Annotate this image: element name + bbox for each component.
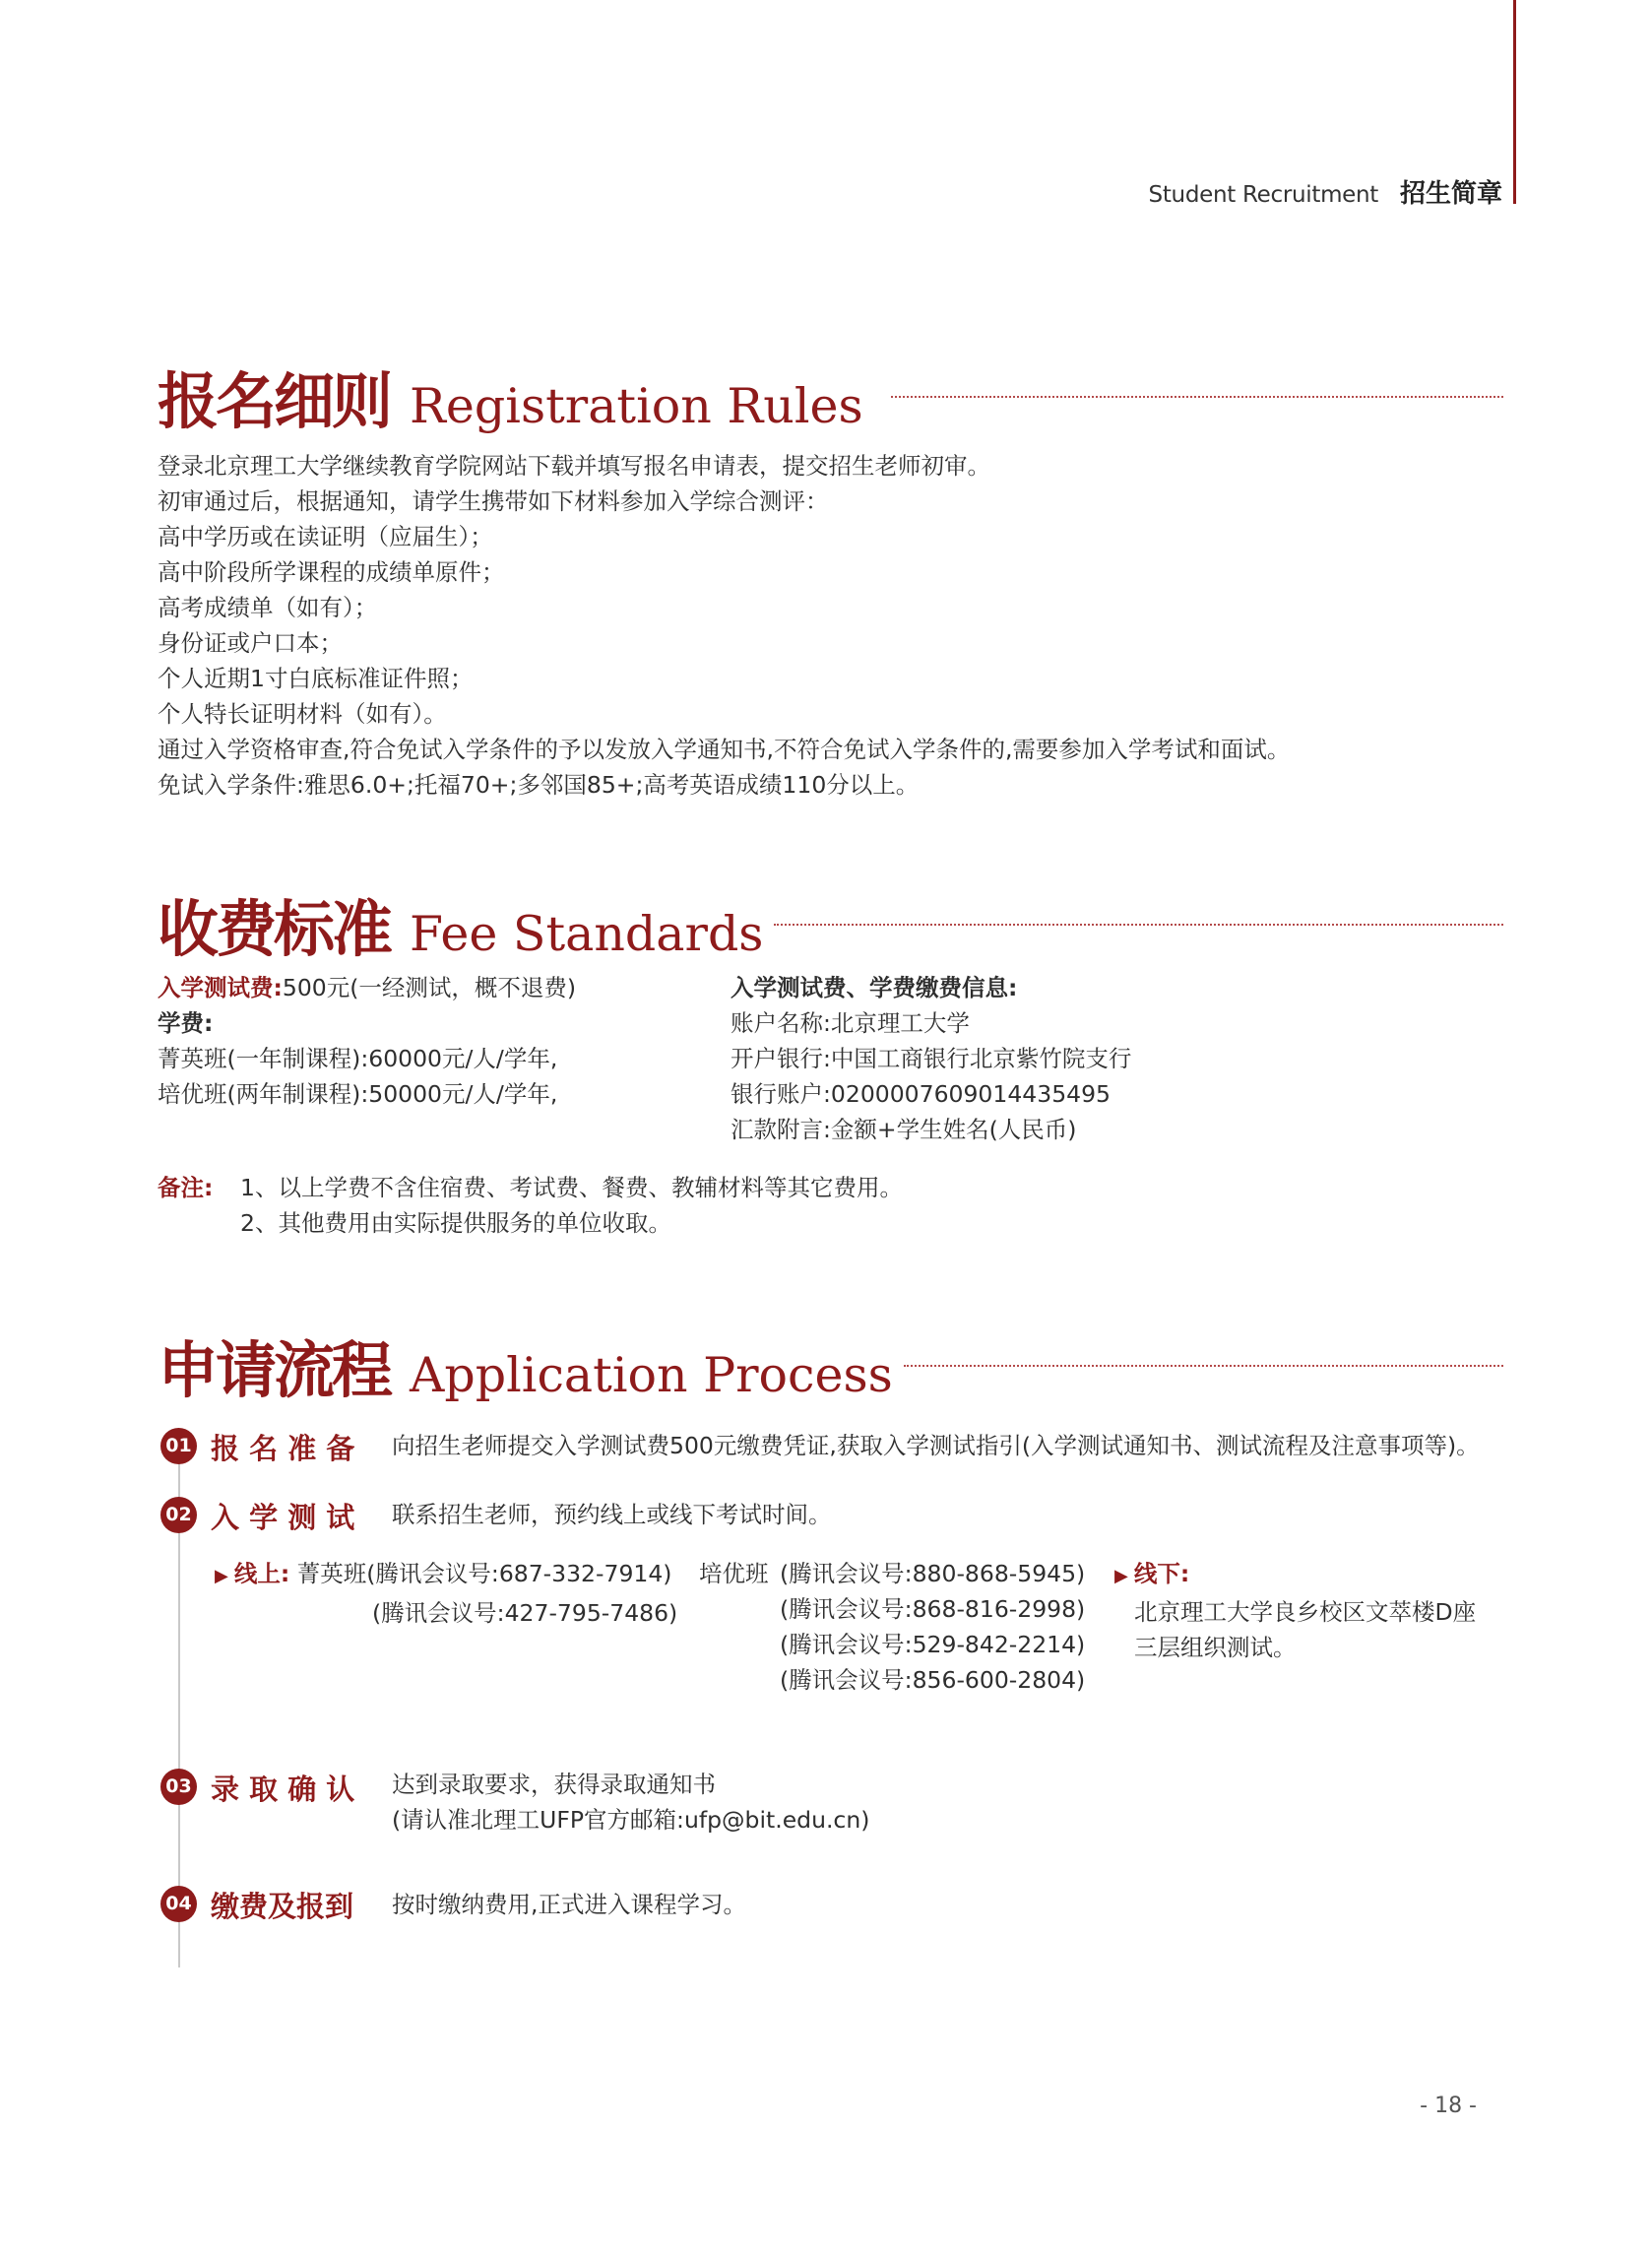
online-label: 线上: [233,1560,290,1587]
registration-title [158,353,863,440]
registration-line: 高中学历或在读证明（应届生）； [158,523,493,550]
triangle-right-icon: ▶ [215,1566,228,1586]
step-number-badge: 01 [160,1428,197,1464]
elite-label: 菁英班 [296,1560,367,1587]
process-title-cn: 申请流程 [158,1334,391,1406]
registration-line: 登录北京理工大学继续教育学院网站下载并填写报名申请表，提交招生老师初审。 [158,452,990,480]
test-fee-row [158,970,576,1005]
step-desc: 向招生老师提交入学测试费500元缴费凭证,获取入学测试指引(入学测试通知书、测试流程及注意事项等)。 [392,1432,1480,1459]
header-accent-line [1513,0,1516,204]
elite-meeting: (腾讯会议号:427-795-7486) [372,1599,678,1627]
advanced-meeting: (腾讯会议号:868-816-2998) [780,1595,1086,1623]
fees-title-cn: 收费标准 [158,893,391,965]
step-desc [392,1767,869,1838]
registration-body [158,448,1290,803]
page-number: - 18 - [1420,2094,1477,2118]
advanced-meetings [780,1556,1085,1698]
note-row [158,1170,903,1205]
registration-line: 初审通过后，根据通知，请学生携带如下材料参加入学综合测评： [158,487,829,515]
test-fee-value: 500元(一经测试，概不退费) [282,974,577,1001]
step-title: 缴费及报到 [211,1890,354,1923]
step-title: 入 学 测 试 [211,1501,355,1534]
step-number-badge: 03 [160,1769,197,1805]
payment-line: 账户名称:北京理工大学 [731,1009,970,1037]
offline-label: 线下: [1133,1560,1190,1587]
payment-line: 汇款附言:金额+学生姓名(人民币) [731,1116,1077,1143]
step-desc: 按时缴纳费用,正式进入课程学习。 [392,1891,746,1918]
payment-label: 入学测试费、学费缴费信息: [731,974,1018,1001]
tuition-line: 菁英班(一年制课程):60000元/人/学年, [158,1045,558,1072]
registration-line: 身份证或户口本； [158,629,343,657]
registration-line: 免试入学条件:雅思6.0+;托福70+;多邻国85+;高考英语成绩110分以上。 [158,771,920,799]
note-label: 备注: [158,1174,214,1201]
offline-heading [1114,1556,1476,1594]
test-fee-label: 入学测试费: [158,974,283,1001]
step-desc-line: 达到录取要求，获得录取通知书 [392,1771,716,1798]
registration-line: 高中阶段所学课程的成绩单原件； [158,558,505,586]
step-number-badge: 02 [160,1497,197,1533]
fees-title [158,880,763,968]
registration-divider [891,396,1503,398]
step-title: 报 名 准 备 [211,1432,355,1465]
header-en: Student Recruitment [1148,182,1379,208]
elite-meeting: (腾讯会议号:687-332-7914) [366,1560,672,1587]
fees-notes [158,1170,903,1241]
registration-line: 通过入学资格审查,符合免试入学条件的予以发放入学通知书,不符合免试入学条件的,需要参加入学考试和面试。 [158,736,1291,763]
registration-title-en: Registration Rules [410,378,863,434]
registration-line: 个人特长证明材料（如有）。 [158,700,447,728]
header-cn: 招生简章 [1399,179,1502,209]
process-divider [904,1365,1503,1367]
offline-line: 北京理工大学良乡校区文萃楼D座 [1134,1598,1477,1626]
advanced-meeting: (腾讯会议号:856-600-2804) [780,1666,1086,1694]
step-number-badge: 04 [160,1886,197,1922]
offline-block [1114,1556,1476,1665]
advanced-label: 培优班 [699,1560,769,1587]
advanced-meeting: (腾讯会议号:529-842-2214) [780,1631,1086,1658]
advanced-meeting: (腾讯会议号:880-868-5945) [780,1560,1086,1587]
registration-title-cn: 报名细则 [158,365,391,437]
fees-left-column [158,970,576,1112]
fees-title-en: Fee Standards [410,906,764,962]
registration-line: 高考成绩单（如有）； [158,594,378,621]
step-desc-line: (请认准北理工UFP官方邮箱:ufp@bit.edu.cn) [392,1806,870,1834]
online-elite [215,1556,671,1594]
tuition-line: 培优班(两年制课程):50000元/人/学年, [158,1080,558,1108]
note-line: 1、以上学费不含住宿费、考试费、餐费、教辅材料等其它费用。 [240,1174,903,1201]
page-header [1149,173,1502,210]
note-line: 2、其他费用由实际提供服务的单位收取。 [240,1209,671,1237]
fees-divider [774,924,1503,926]
triangle-right-icon: ▶ [1114,1566,1128,1586]
fees-right-column [731,970,1131,1147]
tuition-label: 学费: [158,1009,214,1037]
process-title-en: Application Process [410,1347,893,1403]
payment-line: 开户银行:中国工商银行北京紫竹院支行 [731,1045,1132,1072]
payment-line: 银行账户:0200007609014435495 [731,1080,1111,1108]
step-title: 录 取 确 认 [211,1773,355,1806]
step-desc: 联系招生老师，预约线上或线下考试时间。 [392,1501,832,1528]
process-title [158,1322,893,1409]
offline-line: 三层组织测试。 [1134,1634,1297,1661]
registration-line: 个人近期1寸白底标准证件照； [158,665,474,692]
